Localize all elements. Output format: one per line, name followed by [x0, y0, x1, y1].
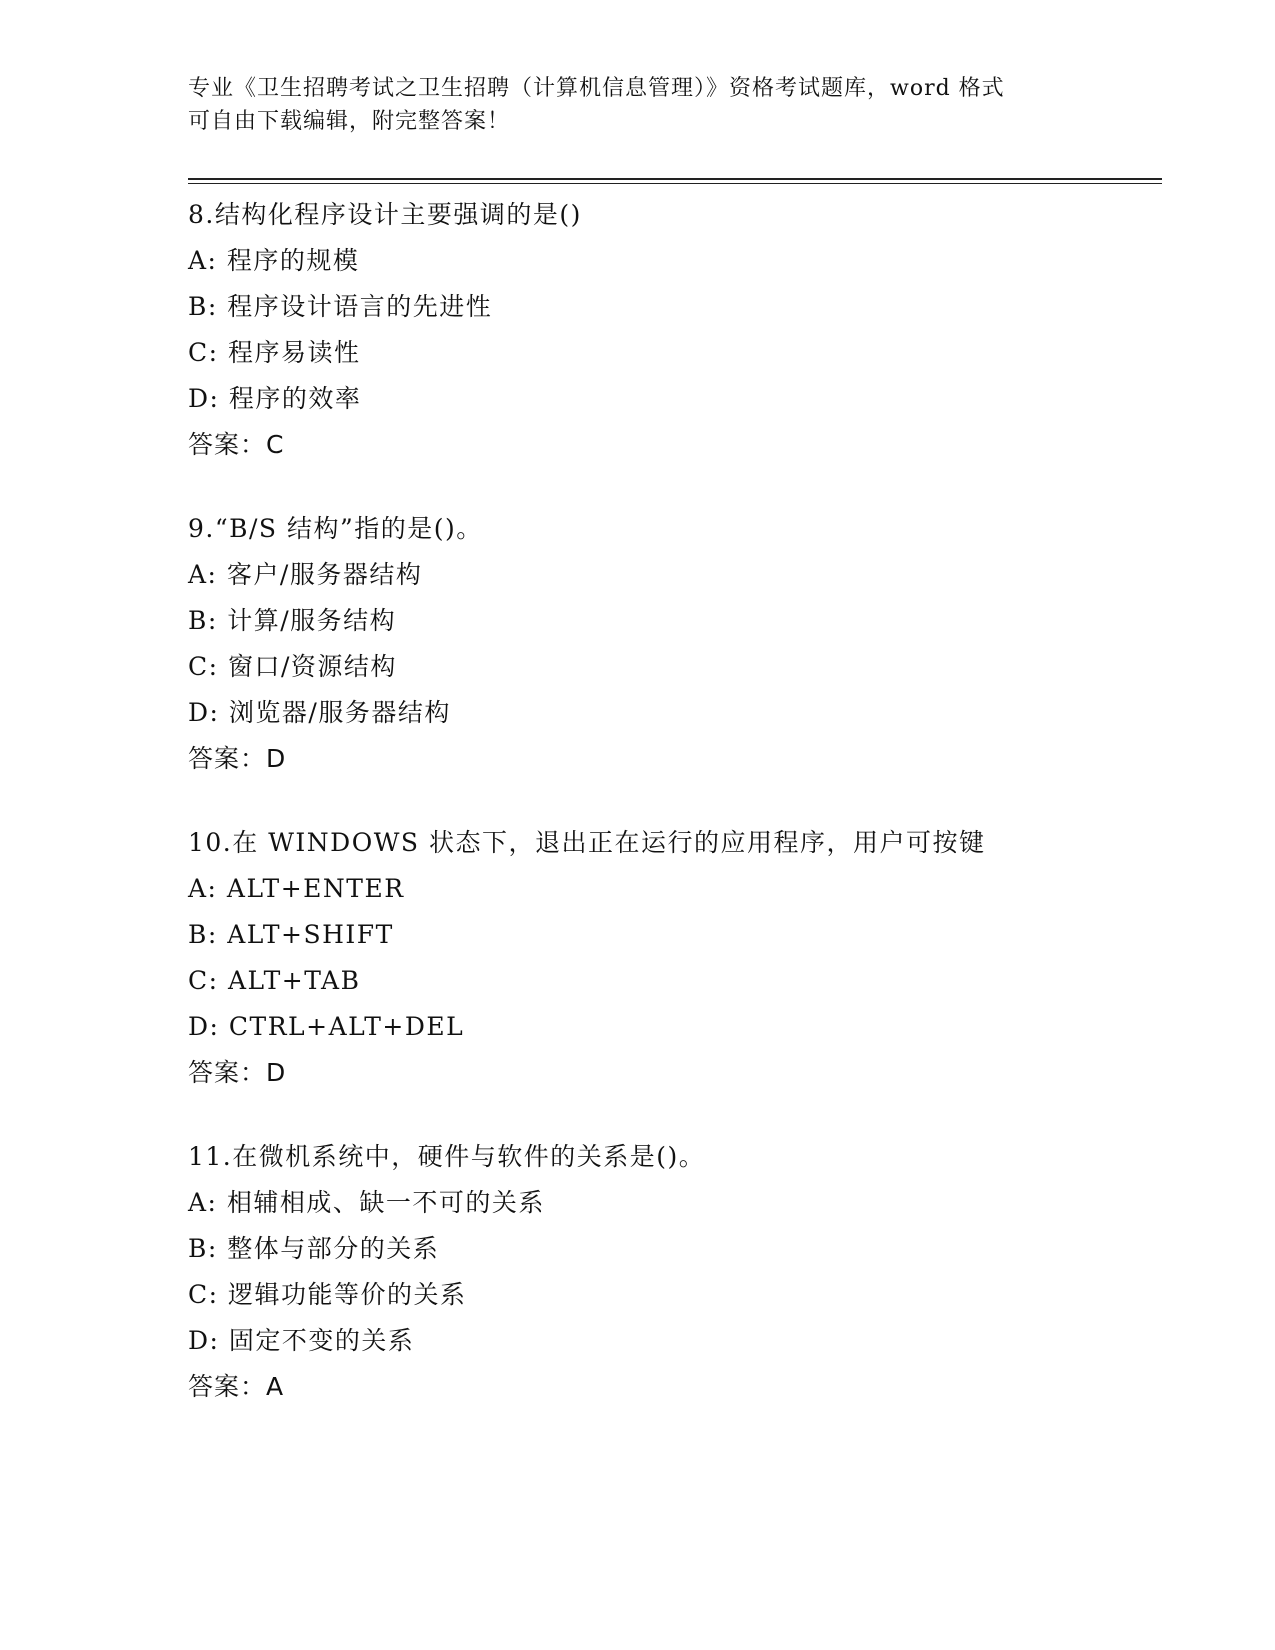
question-10 [188, 820, 1162, 1096]
question-stem: 8.结构化程序设计主要强调的是() [188, 200, 582, 229]
option-c: C: 窗口/资源结构 [188, 652, 397, 681]
option-a: A: 程序的规模 [188, 246, 360, 275]
option-a: A: ALT+ENTER [188, 874, 405, 903]
option-b: B: ALT+SHIFT [188, 920, 394, 949]
header-divider-thick [188, 178, 1162, 180]
header-line-1: 专业《卫生招聘考试之卫生招聘（计算机信息管理）》资格考试题库，word 格式 [188, 76, 1005, 101]
question-stem: 10.在 WINDOWS 状态下，退出正在运行的应用程序，用户可按键 [188, 828, 986, 857]
question-9 [188, 506, 1162, 782]
option-d: D: 固定不变的关系 [188, 1326, 415, 1355]
document-header [188, 72, 1088, 138]
question-11 [188, 1134, 1162, 1410]
option-c: C: 逻辑功能等价的关系 [188, 1280, 467, 1309]
answer: 答案：C [188, 430, 285, 459]
option-a: A: 相辅相成、缺一不可的关系 [188, 1188, 545, 1217]
header-divider-thin [188, 183, 1162, 184]
option-c: C: 程序易读性 [188, 338, 361, 367]
answer: 答案：A [188, 1372, 285, 1401]
option-a: A: 客户/服务器结构 [188, 560, 423, 589]
question-stem: 11.在微机系统中，硬件与软件的关系是()。 [188, 1142, 706, 1171]
header-line-2: 可自由下载编辑，附完整答案！ [188, 109, 511, 134]
option-b: B: 计算/服务结构 [188, 606, 397, 635]
option-d: D: 浏览器/服务器结构 [188, 698, 451, 727]
question-stem: 9.“B/S 结构”指的是()。 [188, 514, 483, 543]
answer: 答案：D [188, 1058, 287, 1087]
question-8 [188, 192, 1162, 468]
option-b: B: 程序设计语言的先进性 [188, 292, 493, 321]
option-d: D: 程序的效率 [188, 384, 362, 413]
option-d: D: CTRL+ALT+DEL [188, 1012, 465, 1041]
option-c: C: ALT+TAB [188, 966, 361, 995]
answer: 答案：D [188, 744, 287, 773]
question-list [188, 192, 1162, 1448]
option-b: B: 整体与部分的关系 [188, 1234, 440, 1263]
